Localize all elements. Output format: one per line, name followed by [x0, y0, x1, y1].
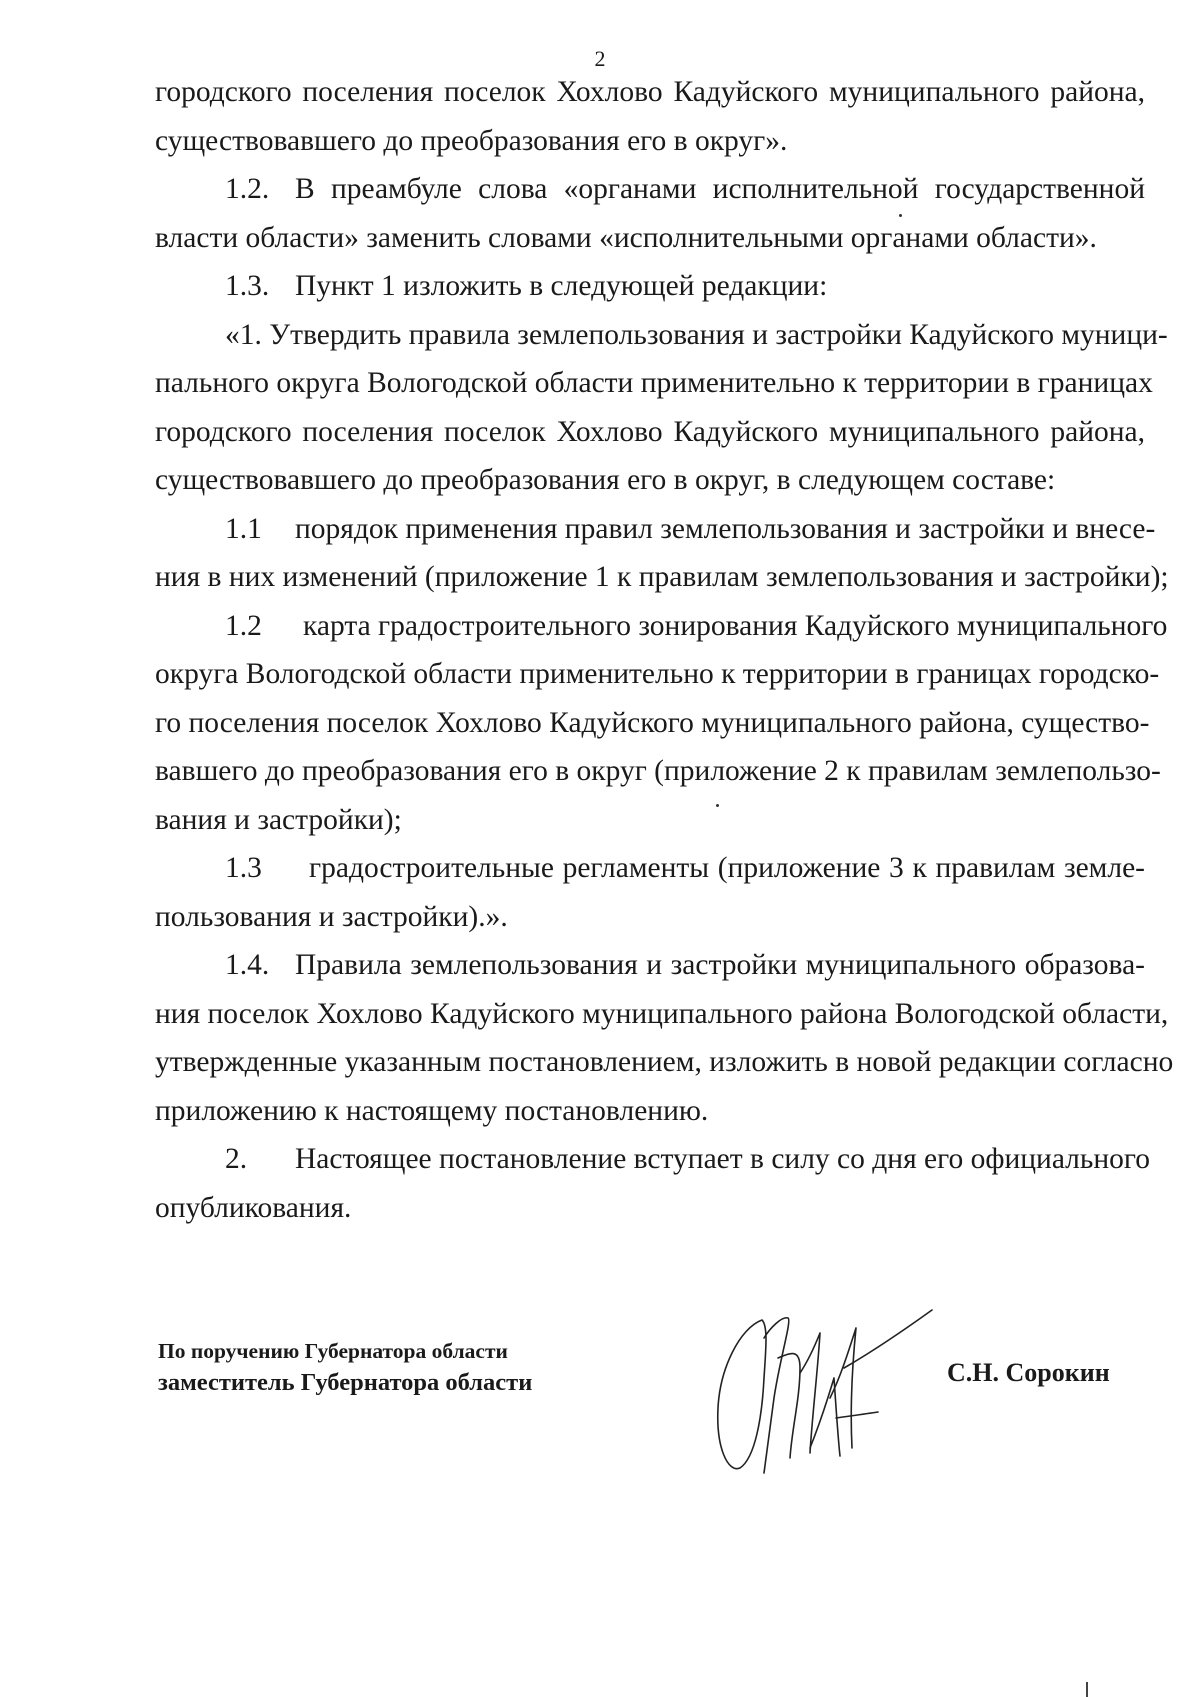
text-line: Пункт 1 изложить в следующей редакции:: [295, 270, 828, 302]
text-line: ния поселок Хохлово Кадуйского муниципального района Вологодской области,: [155, 997, 1169, 1030]
item-number: 1.3: [225, 852, 262, 884]
text-line: Правила землепользования и застройки муниципального образова-: [295, 949, 1145, 981]
item-number: 1.2.: [225, 173, 270, 205]
text-line: вавшего до преобразования его в округ (приложение 2 к правилам землепользо-: [155, 755, 1161, 787]
scan-speck: [899, 214, 902, 217]
signatory-position: заместитель Губернатора области: [158, 1369, 533, 1396]
text-line: городского поселения поселок Хохлово Кадуйского муниципального района,: [155, 415, 1145, 448]
text-line: ния в них изменений (приложение 1 к правилам землепользования и застройки);: [155, 561, 1169, 593]
paragraph-1-2b: [155, 602, 1168, 651]
text-line: городского поселения поселок Хохлово Кадуйского муниципального района,: [155, 76, 1145, 108]
paragraph-1-3b: [155, 844, 1145, 893]
text-line: округа Вологодской области применительно к территории в границах городско-: [155, 658, 1160, 690]
text-line: пального округа Вологодской области применительно к территории в границах: [155, 367, 1153, 399]
item-number: 2.: [225, 1143, 248, 1175]
scan-speck: [716, 804, 719, 807]
text-line: существовавшего до преобразования его в округ, в следующем составе:: [155, 464, 1056, 496]
paragraph-2: [155, 1135, 1150, 1184]
signatory-instruction: По поручению Губернатора области: [158, 1339, 508, 1363]
item-number: 1.1: [225, 512, 262, 545]
item-number: 1.3.: [225, 270, 270, 302]
text-line: карта градостроительного зонирования Кадуйского муниципального: [303, 609, 1168, 642]
item-number: 1.2: [225, 609, 262, 642]
text-line: существовавшего до преобразования его в округ».: [155, 124, 788, 157]
scan-edge-mark: [1086, 1682, 1088, 1697]
text-line: градостроительные регламенты (приложение 3 к правилам земле-: [309, 852, 1145, 884]
text-line: вания и застройки);: [155, 803, 402, 836]
signer-name: С.Н. Сорокин: [947, 1358, 1110, 1387]
text-line: пользования и застройки).».: [155, 900, 508, 933]
paragraph-1-4: [155, 941, 1145, 990]
document-body: [155, 68, 1174, 1232]
text-line: приложению к настоящему постановлению.: [155, 1094, 709, 1127]
page-number: 2: [594, 46, 606, 71]
text-line: утвержденные указанным постановлением, изложить в новой редакции согласно: [155, 1046, 1174, 1078]
text-line: «1. Утвердить правила землепользования и застройки Кадуйского муници-: [225, 318, 1168, 351]
paragraph-1-2: [155, 165, 1145, 214]
paragraph-1-1: [155, 505, 1156, 554]
text-line: Настоящее постановление вступает в силу со дня его официального: [295, 1143, 1150, 1175]
handwritten-signature: [700, 1298, 940, 1488]
item-number: 1.4.: [225, 949, 270, 981]
text-line: власти области» заменить словами «исполнительными органами области».: [155, 221, 1097, 254]
text-line: В преамбуле слова «органами исполнительной государственной: [295, 173, 1145, 205]
text-line: го поселения поселок Хохлово Кадуйского муниципального района, существо-: [155, 706, 1150, 739]
text-line: порядок применения правил землепользования и застройки и внесе-: [295, 512, 1156, 545]
text-line: опубликования.: [155, 1191, 352, 1224]
paragraph-1-3: [155, 262, 1145, 311]
signatory-title: [158, 1336, 532, 1400]
